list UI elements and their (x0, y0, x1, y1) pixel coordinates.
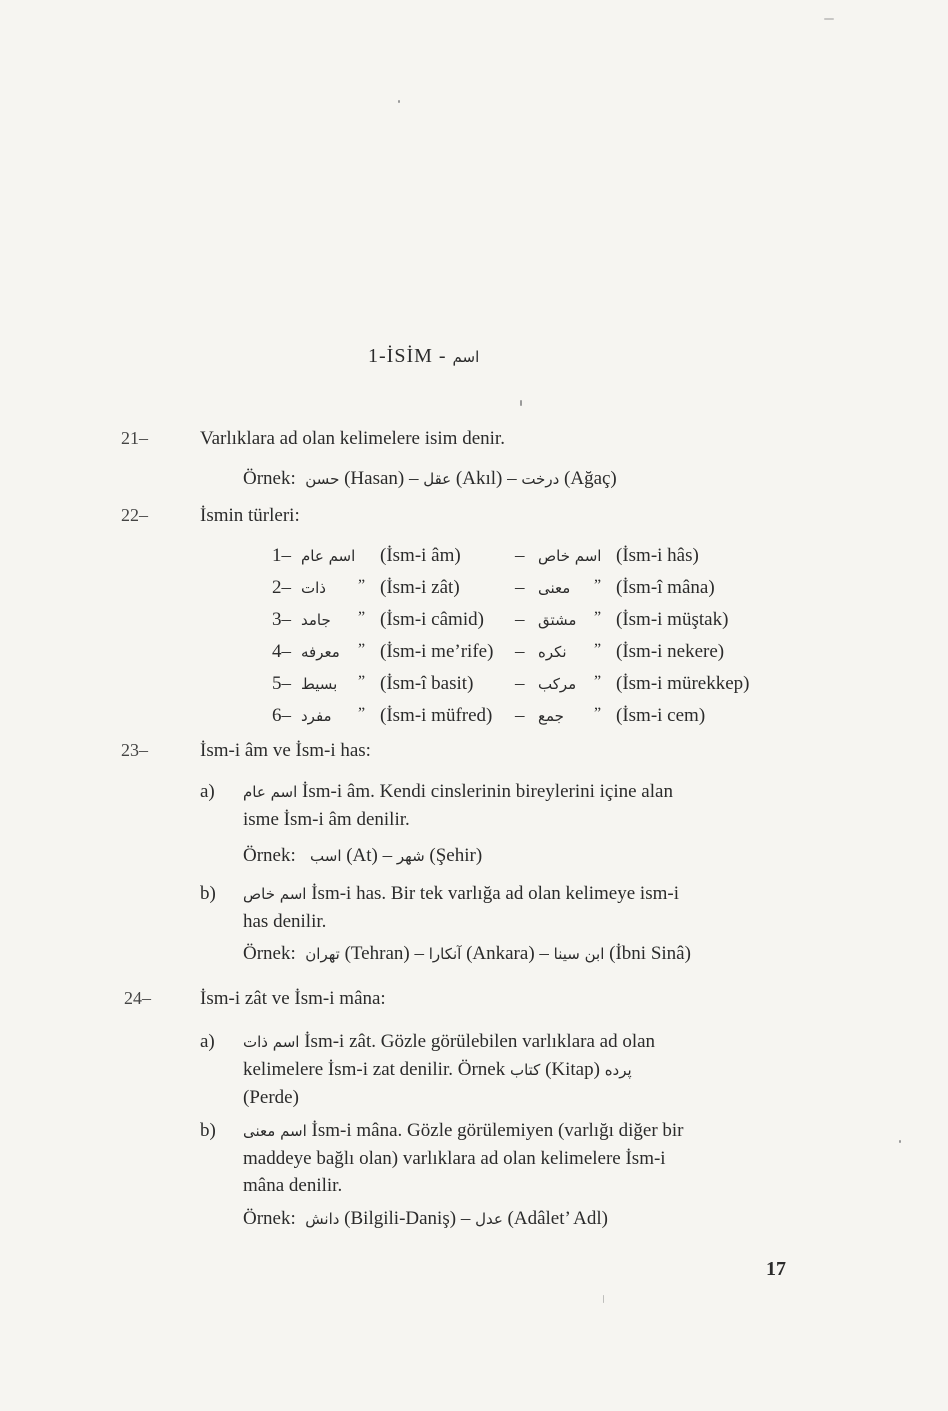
page-number: 17 (766, 1258, 786, 1280)
chapter-title-label: 1-İSİM - (368, 345, 447, 367)
example-arabic: اسب (310, 847, 342, 865)
example-term: (Tehran) (344, 943, 410, 964)
definition-line: (Perde) (243, 1087, 299, 1108)
type-dash: – (515, 545, 525, 566)
type-term-left: (İsm-i me’rife) (380, 641, 494, 662)
section-number-24: 24– (124, 988, 151, 1008)
section-23-b-text (243, 880, 788, 935)
scan-speck (899, 1140, 901, 1143)
definition-line: maddeye bağlı olan) varlıklara ad olan kelimelere İsm-i (243, 1148, 666, 1169)
type-number: 3– (272, 609, 291, 630)
example-label: Örnek: (243, 845, 296, 866)
example-term: (Ankara) (466, 943, 535, 964)
example-arabic: ابن سينا (553, 945, 605, 963)
example-label: Örnek: (243, 1208, 296, 1229)
definition-line: has denilir. (243, 911, 327, 932)
scan-speck (824, 18, 834, 20)
item-label-a: a) (200, 1031, 215, 1052)
type-arabic-left: جامد (301, 611, 331, 629)
type-dash: – (515, 577, 525, 598)
section-number-21: 21– (121, 428, 148, 448)
section-22-text: İsmin türleri: (200, 505, 300, 526)
type-number: 6– (272, 705, 291, 726)
type-arabic-left: ذات (301, 579, 326, 597)
type-dash: – (515, 705, 525, 726)
type-term-right: (İsm-i mürekkep) (616, 673, 750, 694)
example-label: Örnek: (243, 943, 296, 964)
type-arabic-left: مفرد (301, 707, 332, 725)
type-number: 1– (272, 545, 291, 566)
example-arabic: درخت (521, 470, 560, 488)
type-arabic-right: نكره (538, 643, 567, 661)
term-arabic: اسم خاص (243, 885, 307, 903)
section-number-22: 22– (121, 505, 148, 525)
type-term-left: (İsm-i câmid) (380, 609, 484, 630)
section-23-text: İsm-i âm ve İsm-i has: (200, 740, 371, 761)
type-number: 4– (272, 641, 291, 662)
example-term: (At) (346, 845, 378, 866)
definition-line: İsm-i has. Bir tek varlığa ad olan kelimeye ism-i (311, 883, 679, 904)
example-term: (Bilgili-Daniş) (344, 1208, 457, 1229)
example-label: Örnek: (243, 468, 296, 489)
section-24-b-example: Örnek: دانش (Bilgili-Daniş) – عدل (Adâlet’ Adl) (243, 1208, 608, 1229)
type-term-left: (İsm-i âm) (380, 545, 461, 566)
section-21-example: Örnek: حسن (Hasan) – عقل (Akıl) – درخت (Ağaç) (243, 468, 617, 489)
section-23-b-example: Örnek: تهران (Tehran) – آنكارا (Ankara) – ابن سينا (İbni Sinâ) (243, 943, 691, 964)
ditto-mark: ” (594, 577, 602, 594)
item-label-b: b) (200, 883, 216, 904)
section-number-23: 23– (121, 740, 148, 760)
example-term: (Ağaç) (564, 468, 617, 489)
example-term: (Adâlet’ Adl) (507, 1208, 608, 1229)
type-term-right: (İsm-i hâs) (616, 545, 699, 566)
example-arabic: تهران (305, 945, 340, 963)
section-24-b-text (243, 1117, 788, 1199)
type-arabic-left: معرفه (301, 643, 340, 661)
example-term: (Akıl) (455, 468, 503, 489)
definition-line: İsm-i âm. Kendi cinslerinin bireylerini içine alan (302, 781, 673, 802)
example-arabic: آنكارا (428, 945, 462, 963)
ditto-mark: ” (594, 609, 602, 626)
type-arabic-left: اسم عام (301, 547, 356, 565)
type-number: 5– (272, 673, 291, 694)
type-term-left: (İsm-i müfred) (380, 705, 493, 726)
type-arabic-right: جمع (538, 707, 564, 725)
type-arabic-right: مركب (538, 675, 577, 693)
example-term: (Kitap) (545, 1059, 600, 1080)
type-arabic-right: مشتق (538, 611, 577, 629)
example-arabic: شهر (396, 847, 425, 865)
item-label-b: b) (200, 1120, 216, 1141)
definition-line: İsm-i mâna. Gözle görülemiyen (varlığı diğer bir (311, 1120, 684, 1141)
example-arabic: عدل (475, 1210, 503, 1228)
type-term-left: (İsm-î basit) (380, 673, 474, 694)
type-number: 2– (272, 577, 291, 598)
definition-line: İsm-i zât. Gözle görülebilen varlıklara ad olan (304, 1031, 656, 1052)
chapter-title-arabic: اسم (452, 348, 480, 366)
type-term-right: (İsm-î mâna) (616, 577, 715, 598)
ditto-mark: ” (594, 673, 602, 690)
term-arabic: اسم معنى (243, 1122, 307, 1140)
definition-line: mâna denilir. (243, 1175, 343, 1196)
section-21-text: Varlıklara ad olan kelimelere isim denir. (200, 428, 505, 449)
example-term: (Şehir) (429, 845, 483, 866)
ditto-mark: ” (358, 705, 366, 722)
ditto-mark: ” (594, 705, 602, 722)
type-term-left: (İsm-i zât) (380, 577, 460, 598)
type-term-right: (İsm-i müştak) (616, 609, 729, 630)
type-dash: – (515, 641, 525, 662)
type-arabic-right: اسم خاص (538, 547, 602, 565)
example-arabic: پرده (604, 1061, 632, 1079)
type-arabic-left: بسيط (301, 675, 338, 693)
section-23-a-example: Örnek: اسب (At) – شهر (Şehir) (243, 845, 483, 866)
example-arabic: عقل (423, 470, 452, 488)
scan-speck (520, 400, 522, 406)
scan-speck (603, 1295, 604, 1303)
section-24-a-text (243, 1028, 788, 1111)
example-term: (Hasan) (344, 468, 405, 489)
ditto-mark: ” (358, 641, 366, 658)
ditto-mark: ” (594, 641, 602, 658)
item-label-a: a) (200, 781, 215, 802)
ditto-mark: ” (358, 577, 366, 594)
type-dash: – (515, 609, 525, 630)
scan-speck (398, 100, 400, 103)
type-arabic-right: معنى (538, 579, 571, 597)
definition-line: kelimelere İsm-i zat denilir. Örnek (243, 1059, 506, 1080)
example-arabic: كتاب (509, 1061, 541, 1079)
type-term-right: (İsm-i nekere) (616, 641, 725, 662)
type-term-right: (İsm-i cem) (616, 705, 706, 726)
example-term: (İbni Sinâ) (609, 943, 691, 964)
ditto-mark: ” (358, 673, 366, 690)
section-24-text: İsm-i zât ve İsm-i mâna: (200, 988, 386, 1009)
term-arabic: اسم ذات (243, 1033, 300, 1051)
chapter-title (368, 345, 479, 368)
example-arabic: دانش (305, 1210, 340, 1228)
example-arabic: حسن (305, 470, 340, 488)
type-dash: – (515, 673, 525, 694)
term-arabic: اسم عام (243, 783, 298, 801)
ditto-mark: ” (358, 609, 366, 626)
section-23-a-text (243, 778, 788, 833)
definition-line: isme İsm-i âm denilir. (243, 809, 410, 830)
